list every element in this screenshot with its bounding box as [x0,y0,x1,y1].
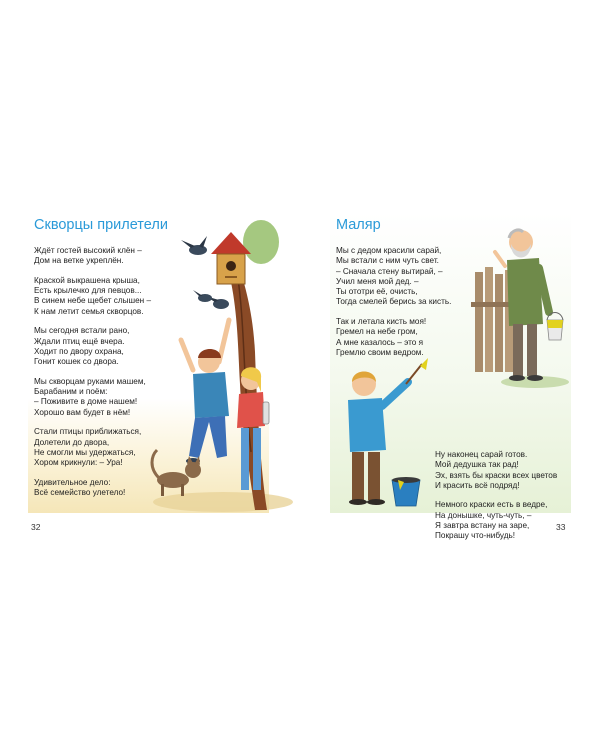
poem-line: А мне казалось – это я [336,337,424,347]
paint-bucket [547,313,563,341]
page-number: 33 [556,522,566,532]
poem-line: Покрашу что-нибудь! [435,531,516,541]
poem-line: Есть крылечко для певцов... [34,286,142,296]
page-number: 32 [31,522,41,532]
poem-line: В синем небе щебет слышен – [34,296,152,306]
starling-bird-3 [193,290,212,302]
starlings-illustration [133,212,269,513]
left-page [28,212,269,513]
stanza [435,450,557,491]
poem-line: Учил меня мой дед. – [336,276,419,286]
painter-boy-illustration [330,362,436,513]
page-title: Скворцы прилетели [34,217,168,233]
poem-line: Всё семейство улетело! [34,488,126,498]
poem-line: Мы с дедом красили сарай, [336,246,442,255]
poem-line: Гремлю своим ведром. [336,347,424,357]
poem-line: К нам летит семья скворцов. [34,306,144,316]
poem-line: Долетели до двора, [34,437,110,447]
stanza [336,317,451,358]
paint-brush [406,358,428,384]
poem-line: Я завтра встану на заре, [435,521,530,531]
stanza [435,500,557,541]
poem-line: Стали птицы приближаться, [34,427,142,437]
poem-line: Ты ототри её, очисть, [336,287,418,297]
poem-line: Ходит по двору охрана, [34,346,124,356]
poem-line: Тогда смелей берись за кисть. [336,297,452,307]
poem-line: Гонит кошек со двора. [34,357,119,367]
page-title: Маляр [336,217,381,233]
poem-text-bottom [435,450,557,551]
poem-line: – Сначала стену вытирай, – [336,266,443,276]
stanza [336,246,451,308]
poem-line: Хором крикнули: – Ура! [34,458,123,468]
grandfather-illustration [465,212,571,392]
poem-line: Дом на ветке укреплён. [34,256,124,266]
poem-line: Хорошо вам будет в нём! [34,407,131,417]
poem-line: Так и летала кисть моя! [336,317,427,327]
starling-bird-1 [181,236,207,255]
poem-line: Мы сегодня встали рано, [34,326,130,336]
poem-line: Немного краски есть в ведре, [435,500,548,510]
poem-line: Ждали птиц ещё вчера. [34,336,125,346]
poem-line: Не смогли мы удержаться, [34,447,136,457]
poem-line: Удивительное дело: [34,477,111,487]
poem-line: Ну наконец сарай готов. [435,450,528,459]
poem-text [336,246,451,368]
poem-line: Мой дедушка так рад! [435,460,519,470]
poem-line: Мы встали с ним чуть свет. [336,256,439,266]
poem-line: И красить всё подряд! [435,480,520,490]
poem-line: Мы скворцам руками машем, [34,376,146,386]
poem-line: Гремел на небе гром, [336,327,418,337]
ground-paint-bucket [392,477,420,506]
poem-line: Барабаним и поём: [34,387,108,397]
boy-figure [181,320,229,464]
ground-shadow [153,492,293,512]
poem-line: Ждёт гостей высокий клён – [34,246,142,255]
poem-line: На донышке, чуть-чуть, – [435,510,532,520]
poem-line: – Поживите в доме нашем! [34,397,138,407]
poem-line: Краской выкрашена крыша, [34,275,140,285]
poem-line: Эх, взять бы краски всех цветов [435,470,558,480]
